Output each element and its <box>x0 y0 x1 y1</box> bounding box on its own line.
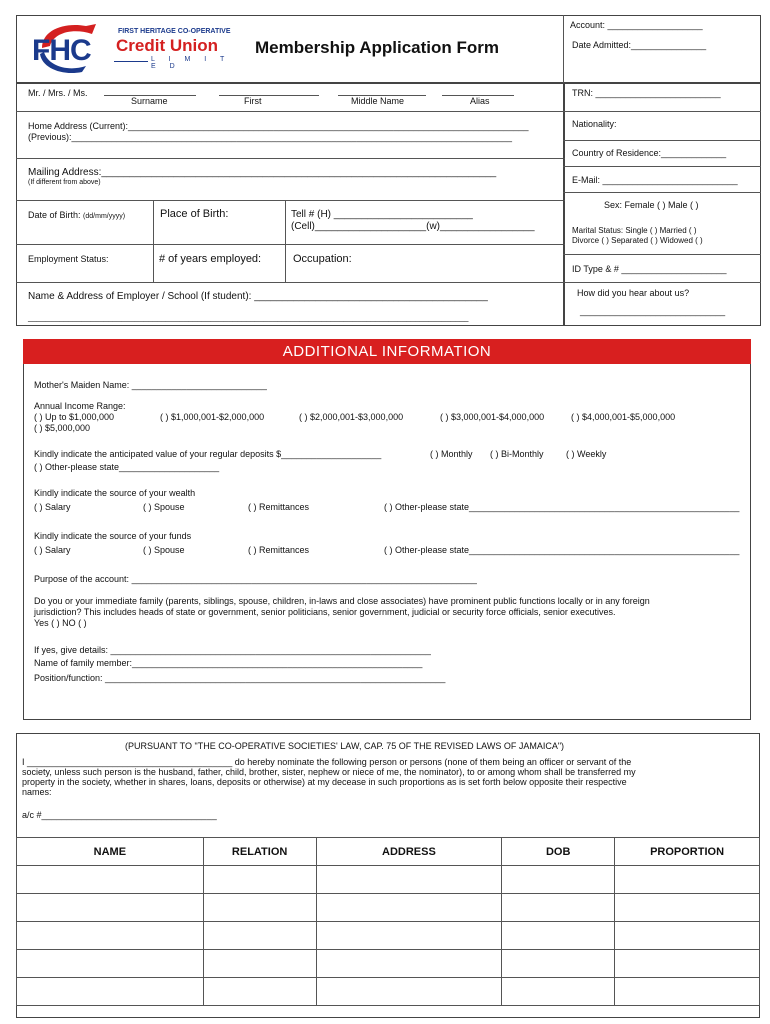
column-header: DOB <box>502 838 615 866</box>
pep-details-field[interactable]: If yes, give details: ________________________________________________________________ <box>34 645 431 655</box>
divider <box>16 158 565 159</box>
logo <box>30 20 240 75</box>
tel-home-field[interactable]: Tell # (H) _________________________ <box>291 209 473 220</box>
nomination-text[interactable]: I _________________________________________ do hereby nominate the following person or persons (none of them being an officer or servant of the <box>22 757 632 767</box>
maiden-name-field[interactable]: Mother's Maiden Name: ___________________________ <box>34 380 267 390</box>
divider <box>563 111 761 112</box>
nomination-text: names: <box>22 787 52 797</box>
table-cell[interactable] <box>316 922 502 950</box>
account-field[interactable]: Account: ___________________ <box>570 20 703 30</box>
nomination-heading: (PURSUANT TO "THE CO-OPERATIVE SOCIETIES' LAW, CAP. 75 OF THE REVISED LAWS OF JAMAICA") <box>125 741 565 751</box>
logo-credit-union: Credit Union <box>116 36 218 55</box>
family-member-field[interactable]: Name of family member:__________________________________________________________ <box>34 658 423 668</box>
first-label: First <box>244 96 262 106</box>
marital-status-field-2[interactable]: Divorce ( ) Separated ( ) Widowed ( ) <box>572 236 703 245</box>
divider <box>563 282 761 283</box>
divider <box>16 111 565 112</box>
tel-cell-field[interactable]: (Cell)____________________(w)_________________ <box>291 221 535 232</box>
funds-option[interactable]: ( ) Spouse <box>143 545 185 555</box>
deposit-frequency-option[interactable]: ( ) Monthly <box>430 449 473 459</box>
divider <box>563 254 761 255</box>
wealth-option[interactable]: ( ) Remittances <box>248 502 310 512</box>
funds-option[interactable]: ( ) Other-please state______________________________________________________ <box>384 545 740 555</box>
marital-status-field[interactable]: Marital Status: Single ( ) Married ( ) <box>572 226 697 235</box>
income-option[interactable]: ( ) $3,000,001-$4,000,000 <box>440 412 545 422</box>
table-cell[interactable] <box>615 894 760 922</box>
wealth-option[interactable]: ( ) Spouse <box>143 502 185 512</box>
logo-top-text: FIRST HERITAGE CO-OPERATIVE <box>118 28 231 35</box>
income-option[interactable]: ( ) $5,000,000 <box>34 423 91 433</box>
logo-limited: L I M I T E D <box>148 56 240 70</box>
table-cell[interactable] <box>502 922 615 950</box>
position-field[interactable]: Position/function: ____________________________________________________________________ <box>34 673 446 683</box>
divider <box>285 200 286 282</box>
employer-field[interactable]: Name & Address of Employer / School (If student): __________________________________________ <box>28 291 488 302</box>
table-cell[interactable] <box>203 894 316 922</box>
nomination-text: property in the society, whether in shares, loans, deposits or otherwise) at my decease in such proportions as is set forth below opposite their respective <box>22 777 627 787</box>
mailing-note: (If different from above) <box>28 179 101 186</box>
years-employed-field[interactable]: # of years employed: <box>159 253 262 265</box>
personal-box <box>16 83 565 326</box>
page-title: Membership Application Form <box>255 38 500 57</box>
divider <box>563 140 761 141</box>
table-cell[interactable] <box>615 978 760 1006</box>
purpose-field[interactable]: Purpose of the account: _____________________________________________________________________ <box>34 574 477 584</box>
first-line[interactable] <box>219 95 319 96</box>
email-field[interactable]: E-Mail: ___________________________ <box>572 175 738 185</box>
divider <box>153 200 154 282</box>
salutation-label: Mr. / Mrs. / Ms. <box>28 88 88 98</box>
additional-heading: ADDITIONAL INFORMATION <box>23 339 751 364</box>
divider <box>16 244 565 245</box>
nomination-text: society, unless such person is the husband, father, child, brother, sister, nephew or niece of me, the nominator), to or among whom shall be transferred my <box>22 767 636 777</box>
table-cell[interactable] <box>316 866 502 894</box>
table-cell[interactable] <box>502 978 615 1006</box>
table-cell[interactable] <box>17 978 204 1006</box>
id-type-field[interactable]: ID Type & # _____________________ <box>572 264 727 274</box>
deposit-frequency-option[interactable]: ( ) Weekly <box>566 449 607 459</box>
pep-question-2: jurisdiction? This includes heads of state or government, senior politicians, senior government, judicial or security force officials, senior executives. <box>34 607 616 617</box>
home-address-field[interactable]: Home Address (Current):________________________________________________________________________________ <box>28 121 529 131</box>
divider <box>16 200 565 201</box>
dob-label[interactable] <box>28 210 125 222</box>
income-option[interactable]: ( ) $4,000,001-$5,000,000 <box>571 412 676 422</box>
deposit-value-field[interactable]: Kindly indicate the anticipated value of your regular deposits $____________________ <box>34 449 382 459</box>
table-cell[interactable] <box>615 866 760 894</box>
income-option[interactable]: ( ) $1,000,001-$2,000,000 <box>160 412 265 422</box>
wealth-option[interactable]: ( ) Other-please state______________________________________________________ <box>384 502 740 512</box>
logo-brand: FHC <box>32 34 91 67</box>
table-cell[interactable] <box>203 866 316 894</box>
column-header: ADDRESS <box>316 838 502 866</box>
table-cell[interactable] <box>203 978 316 1006</box>
funds-option[interactable]: ( ) Salary <box>34 545 71 555</box>
table-row <box>17 978 760 1006</box>
table-row <box>17 922 760 950</box>
table-cell[interactable] <box>203 922 316 950</box>
table-cell[interactable] <box>615 950 760 978</box>
previous-address-field[interactable]: (Previous):________________________________________________________________________________________ <box>28 132 512 142</box>
column-header: PROPORTION <box>615 838 760 866</box>
table-cell[interactable] <box>17 866 204 894</box>
table-cell[interactable] <box>502 894 615 922</box>
alias-label: Alias <box>470 96 490 106</box>
table-cell[interactable] <box>203 950 316 978</box>
table-cell[interactable] <box>17 950 204 978</box>
income-label: Annual Income Range: <box>34 401 126 411</box>
table-cell[interactable] <box>502 950 615 978</box>
deposit-other-field[interactable]: ( ) Other-please state____________________ <box>34 462 220 472</box>
nationality-field[interactable]: Nationality: <box>572 119 617 129</box>
table-cell[interactable] <box>316 894 502 922</box>
wealth-option[interactable]: ( ) Salary <box>34 502 71 512</box>
column-header: NAME <box>17 838 204 866</box>
income-option[interactable]: ( ) Up to $1,000,000 <box>34 412 115 422</box>
pep-yes-no[interactable]: Yes ( ) NO ( ) <box>34 618 87 628</box>
header-right-divider <box>563 15 564 83</box>
trn-field[interactable]: TRN: _________________________ <box>572 88 721 98</box>
divider <box>563 166 761 167</box>
employment-status-field[interactable]: Employment Status: <box>28 254 109 264</box>
dob-format: (dd/mm/yyyy) <box>83 213 126 220</box>
table-cell[interactable] <box>17 922 204 950</box>
middle-label: Middle Name <box>351 96 405 106</box>
date-admitted-field[interactable]: Date Admitted:_______________ <box>572 40 707 50</box>
table-cell[interactable] <box>502 866 615 894</box>
pep-question: Do you or your immediate family (parents, siblings, spouse, children, in-laws and close associates) have prominent public functions locally or in any foreign <box>34 596 650 606</box>
table-row <box>17 950 760 978</box>
how-hear-field[interactable]: _____________________________ <box>580 306 726 316</box>
table-row <box>17 866 760 894</box>
table-cell[interactable] <box>17 894 204 922</box>
occupation-field[interactable]: Occupation: <box>293 253 352 265</box>
column-header: RELATION <box>203 838 316 866</box>
funds-option[interactable]: ( ) Remittances <box>248 545 310 555</box>
surname-label: Surname <box>131 96 168 106</box>
table-cell[interactable] <box>615 922 760 950</box>
sex-field[interactable]: Sex: Female ( ) Male ( ) <box>604 200 699 210</box>
nominee-table <box>16 837 760 1006</box>
place-of-birth-field[interactable]: Place of Birth: <box>160 208 229 220</box>
dob-label-text: Date of Birth: <box>28 210 81 220</box>
country-field[interactable]: Country of Residence:_____________ <box>572 148 727 158</box>
table-cell[interactable] <box>316 950 502 978</box>
wealth-label: Kindly indicate the source of your wealth <box>34 488 196 498</box>
table-cell[interactable] <box>316 978 502 1006</box>
mailing-address-field[interactable]: Mailing Address:_______________________________________________________________________ <box>28 167 497 178</box>
table-row <box>17 894 760 922</box>
deposit-frequency-option[interactable]: ( ) Bi-Monthly <box>490 449 544 459</box>
funds-label: Kindly indicate the source of your funds <box>34 531 192 541</box>
how-hear-label: How did you hear about us? <box>577 288 690 298</box>
divider <box>563 192 761 193</box>
divider <box>16 282 565 283</box>
employer-line2[interactable]: ___________________________________________________________________________________________________ <box>28 313 469 322</box>
table-header-row <box>17 838 760 866</box>
account-number-field[interactable]: a/c #___________________________________ <box>22 810 217 820</box>
income-option[interactable]: ( ) $2,000,001-$3,000,000 <box>299 412 404 422</box>
